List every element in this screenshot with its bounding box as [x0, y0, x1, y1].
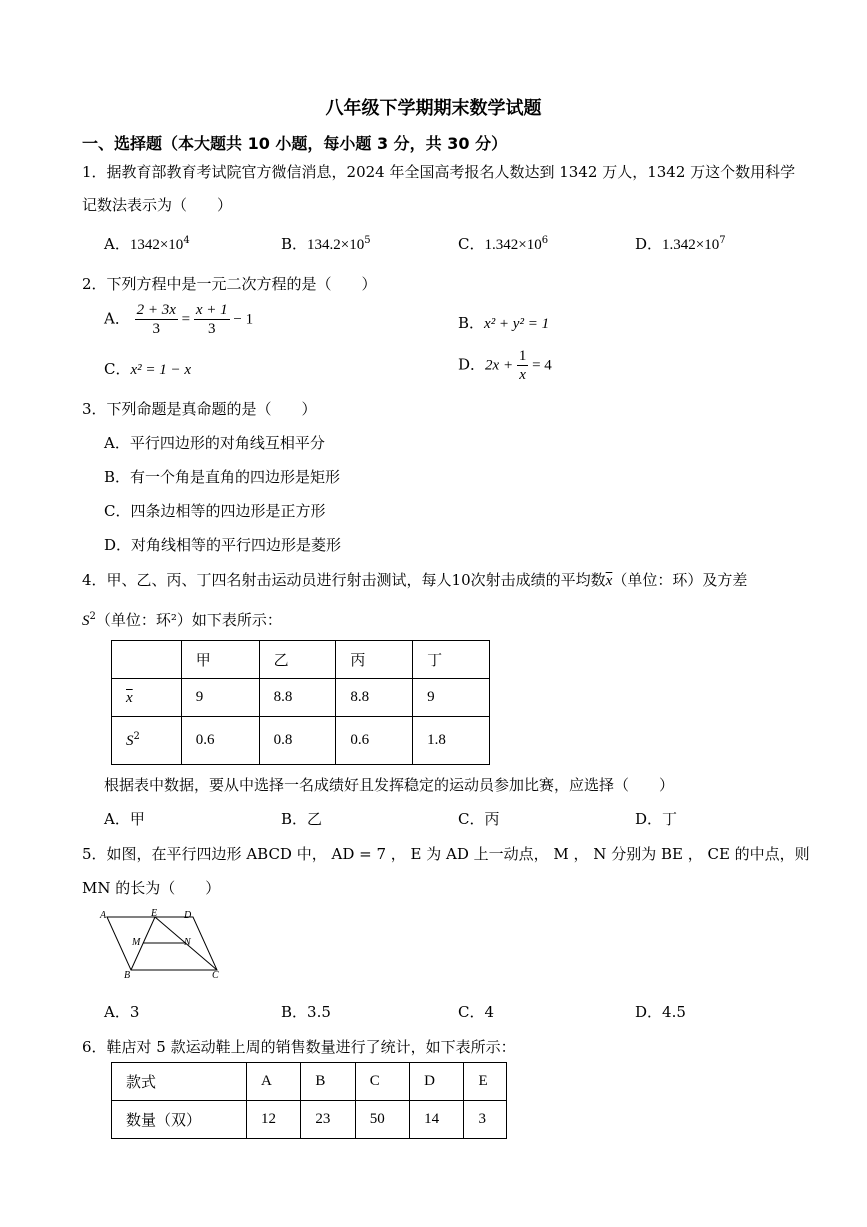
table-cell: 数量（双）: [112, 1101, 247, 1139]
table-cell: 1.8: [413, 717, 490, 765]
q4-stem-line2: $S^2$（单位：环²）如下表所示：: [82, 611, 282, 629]
table-cell: E: [464, 1063, 507, 1101]
table-cell: D: [410, 1063, 464, 1101]
q2-stem: 2．下列方程中是一元二次方程的是（ ）: [82, 275, 377, 293]
q3-option-a[interactable]: A．平行四边形的对角线互相平分: [104, 434, 325, 452]
q5-option-a[interactable]: A．3: [104, 1003, 140, 1021]
fraction: [194, 301, 230, 338]
option-expression: x² + y² = 1: [484, 316, 550, 332]
expression-part: = 4: [528, 357, 552, 374]
option-value: 1342×10: [129, 237, 184, 253]
option-label: C．: [104, 360, 131, 378]
mean-symbol: $\overline{x}$: [126, 690, 133, 706]
table-row: [112, 1101, 507, 1139]
parallelogram-figure: [95, 905, 235, 985]
table-cell: 款式: [112, 1063, 247, 1101]
option-label: B．: [281, 235, 308, 253]
q4-stem-line1: [82, 569, 747, 590]
label-n: N: [184, 937, 191, 948]
q5-option-c[interactable]: C．4: [458, 1003, 495, 1021]
q1-stem-line1: 1．据教育部教育考试院官方微信消息，2024 年全国高考报名人数达到 1342 万人，1342 万这个数用科学: [82, 163, 796, 181]
table-cell: 3: [464, 1101, 507, 1139]
denominator: x: [519, 367, 526, 383]
table-cell: 8.8: [336, 679, 413, 717]
q4-score-table: [111, 640, 490, 765]
page-title: 八年级下学期期末数学试题: [325, 98, 542, 119]
q4-question: 根据表中数据，要从中选择一名成绩好且发挥稳定的运动员参加比赛，应选择（ ）: [104, 776, 675, 794]
table-cell: 9: [413, 679, 490, 717]
variance-symbol: S: [126, 733, 134, 749]
table-header-row: [112, 1063, 507, 1101]
numerator: 1: [518, 348, 527, 364]
q4-option-b[interactable]: B．乙: [281, 810, 323, 828]
table-row: [112, 717, 490, 765]
label-d: D: [184, 910, 192, 921]
table-cell: A: [247, 1063, 301, 1101]
q1-option-b[interactable]: [281, 233, 371, 254]
table-cell: 0.8: [259, 717, 336, 765]
denominator: 3: [208, 321, 216, 337]
q1-option-c[interactable]: [458, 233, 548, 254]
table-cell: 50: [355, 1101, 409, 1139]
mean-symbol: $\overline{x}$: [605, 573, 613, 589]
table-cell: 9: [181, 679, 259, 717]
equals-sign: =: [177, 311, 194, 328]
table-cell: [112, 641, 182, 679]
table-cell: 丁: [413, 641, 490, 679]
table-cell: 甲: [181, 641, 259, 679]
table-cell: B: [301, 1063, 355, 1101]
table-cell: 14: [410, 1101, 464, 1139]
label-e: E: [151, 908, 158, 919]
expression-part: 2x +: [485, 357, 517, 374]
q4-option-c[interactable]: C．丙: [458, 810, 500, 828]
fraction: [517, 347, 529, 384]
table-cell: 0.6: [336, 717, 413, 765]
q2-option-b[interactable]: [458, 312, 549, 333]
table-cell: 乙: [259, 641, 336, 679]
option-label: A．: [104, 309, 130, 328]
option-exponent: 6: [541, 235, 549, 246]
numerator: x + 1: [195, 302, 228, 318]
q6-stem: 6．鞋店对 5 款运动鞋上周的销售数量进行了统计，如下表所示：: [82, 1038, 516, 1056]
q2-option-a[interactable]: [104, 301, 253, 338]
q3-option-c[interactable]: C．四条边相等的四边形是正方形: [104, 502, 326, 520]
option-expression: x² = 1 − x: [130, 362, 192, 378]
option-label: A．: [104, 235, 130, 253]
label-c: C: [212, 970, 219, 981]
q4-stem-part: （单位：环）及方差: [612, 571, 748, 589]
denominator: 3: [152, 321, 161, 337]
section-heading: 一、选择题（本大题共 10 小题，每小题 3 分，共 30 分）: [82, 134, 508, 153]
q3-option-b[interactable]: B．有一个角是直角的四边形是矩形: [104, 468, 341, 486]
q5-option-d[interactable]: D．4.5: [635, 1003, 686, 1021]
label-b: B: [124, 970, 131, 981]
option-label: D．: [635, 235, 663, 253]
q4-stem-part: （单位：环²）如下表所示：: [95, 611, 282, 629]
q4-option-a[interactable]: A．甲: [104, 810, 145, 828]
table-cell: C: [355, 1063, 409, 1101]
q1-option-a[interactable]: [104, 233, 190, 254]
table-cell: 23: [301, 1101, 355, 1139]
q2-option-c[interactable]: [104, 358, 191, 379]
option-label: B．: [458, 314, 485, 332]
table-cell: 0.6: [181, 717, 259, 765]
q5-stem-line2: MN 的长为（ ）: [82, 879, 221, 897]
label-m: M: [132, 937, 141, 948]
q3-option-d[interactable]: D．对角线相等的平行四边形是菱形: [104, 536, 342, 554]
table-row: [112, 679, 490, 717]
q4-option-d[interactable]: D．丁: [635, 810, 678, 828]
fraction: [135, 301, 178, 338]
q5-option-b[interactable]: B．3.5: [281, 1003, 331, 1021]
option-value: 1.342×10: [662, 237, 720, 253]
option-label: C．: [458, 235, 485, 253]
option-value: 1.342×10: [484, 237, 542, 253]
table-header-row: [112, 641, 490, 679]
option-value: 134.2×10: [307, 237, 365, 253]
table-cell: [112, 679, 182, 717]
q6-sales-table: [111, 1062, 507, 1139]
q3-stem: 3．下列命题是真命题的是（ ）: [82, 400, 317, 418]
label-a: A: [100, 910, 107, 921]
q1-stem-line2: 记数法表示为（ ）: [82, 196, 233, 214]
table-cell: 12: [247, 1101, 301, 1139]
option-label: D．: [458, 355, 486, 374]
q4-stem-part: 4．甲、乙、丙、丁四名射击运动员进行射击测试，每人10次射击成绩的平均数: [82, 571, 606, 589]
expression-tail: − 1: [229, 311, 254, 328]
table-cell: 丙: [336, 641, 413, 679]
q5-stem-line1: 5．如图，在平行四边形 ABCD 中， AD = 7 ， E 为 AD 上一动点， M ， N 分别为 BE ， CE 的中点，则: [82, 845, 810, 863]
q2-option-d[interactable]: [458, 347, 552, 384]
numerator: 2 + 3x: [136, 302, 176, 318]
variance-symbol: S: [82, 613, 90, 629]
q1-option-d[interactable]: [635, 233, 726, 254]
option-exponent: 4: [183, 235, 190, 246]
option-exponent: 7: [719, 235, 726, 246]
table-cell: $S^2$: [112, 717, 182, 765]
table-cell: 8.8: [259, 679, 336, 717]
option-exponent: 5: [364, 235, 371, 246]
